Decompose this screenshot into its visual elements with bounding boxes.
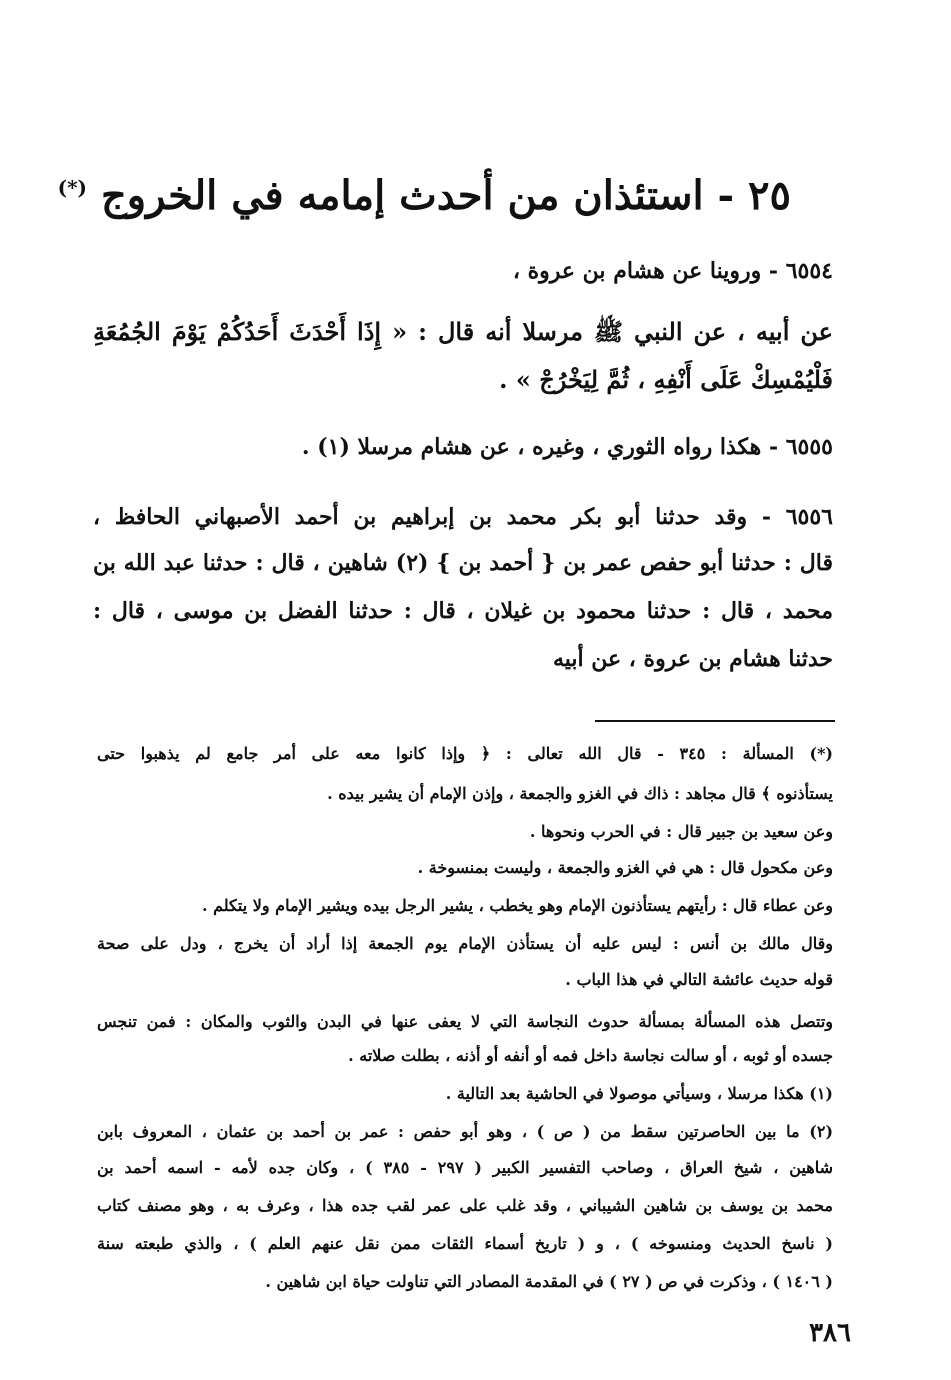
hadith-6556-line-4: حدثنا هشام بن عروة ، عن أبيه	[552, 646, 833, 672]
footnote-line-11: (٢) ما بين الحاصرتين سقط من ( ص ) ، وهو أبو حفص : عمر بن أحمد بن عثمان ، المعروف بابن	[97, 1122, 834, 1141]
footnote-line-12: شاهين ، شيخ العراق ، وصاحب التفسير الكبير ( ٢٩٧ - ٣٨٥ ) ، وكان جده لأمه - اسمه أحمد بن	[97, 1158, 834, 1177]
hadith-6554-line-1: عن أبيه ، عن النبي ﷺ مرسلا أنه قال : « إِذَا أَحْدَثَ أَحَدُكُمْ يَوْمَ الجُمُعَةِ	[93, 317, 833, 346]
footnote-line-3: وعن سعيد بن جبير قال : في الحرب ونحوها .	[529, 822, 833, 841]
footnote-line-4: وعن مكحول قال : هي في الغزو والجمعة ، وليست بمنسوخة .	[417, 858, 833, 877]
footnote-line-7: قوله حديث عائشة التالي في هذا الباب .	[565, 970, 833, 989]
hadith-6554-line-2: فَلْيُمْسِكْ عَلَى أَنْفِهِ ، ثُمَّ لِيَخْرُجْ » .	[499, 365, 833, 394]
hadith-6554-intro: ٦٥٥٤ - وروينا عن هشام بن عروة ،	[512, 258, 833, 284]
hadith-6555: ٦٥٥٥ - هكذا رواه الثوري ، وغيره ، عن هشام مرسلا (١) .	[301, 434, 833, 460]
footnote-line-14: ( ناسخ الحديث ومنسوخه ) ، و ( تاريخ أسماء الثقات ممن نقل عنهم العلم ) ، والذي طبعته سنة	[97, 1234, 833, 1253]
footnote-line-2: يستأذنوه ﴾ قال مجاهد : ذاك في الغزو والجمعة ، وإذن الإمام أن يشير بيده .	[327, 784, 833, 803]
hadith-6556-line-3: محمد ، قال : حدثنا محمود بن غيلان ، قال : حدثنا الفضل بن موسى ، قال :	[93, 598, 833, 624]
footnote-line-13: محمد بن يوسف بن شاهين الشيباني ، وقد غلب على عمر لقب جده هذا ، وعرف به ، وهو مصنف كتاب	[97, 1196, 833, 1215]
footnote-separator	[595, 720, 835, 722]
hadith-6556-line-2: قال : حدثنا أبو حفص عمر بن { أحمد بن } (٢) شاهين ، قال : حدثنا عبد الله بن	[93, 550, 833, 576]
footnote-line-9: جسده أو ثوبه ، أو سالت نجاسة داخل فمه أو أنفه أو أذنه ، بطلت صلاته .	[348, 1046, 833, 1065]
footnote-line-8: وتتصل هذه المسألة بمسألة حدوث النجاسة التي لا يعفى عنها في البدن والثوب والمكان : فمن تنجس	[97, 1012, 833, 1031]
page-number: ٣٨٦	[809, 1318, 851, 1348]
chapter-title	[57, 172, 791, 219]
footnote-line-6: وقال مالك بن أنس : ليس عليه أن يستأذن الإمام يوم الجمعة إذا أراد أن يخرج ، ودل على صحة	[97, 934, 833, 953]
footnote-line-5: وعن عطاء قال : رأيتهم يستأذنون الإمام وهو يخطب ، يشير الرجل بيده ويشير الإمام ولا يتكلم .	[201, 896, 833, 915]
footnote-line-15: ( ١٤٠٦ ) ، وذكرت في ص ( ٢٧ ) في المقدمة المصادر التي تناولت حياة ابن شاهين .	[265, 1272, 833, 1291]
footnote-line-1: (*) المسألة : ٣٤٥ - قال الله تعالى : ﴿ وإذا كانوا معه على أمر جامع لم يذهبوا حتى	[97, 744, 834, 763]
footnote-marker: (*)	[57, 175, 87, 200]
hadith-6556-line-1: ٦٥٥٦ - وقد حدثنا أبو بكر محمد بن إبراهيم بن أحمد الأصبهاني الحافظ ،	[93, 504, 833, 530]
footnote-line-10: (١) هكذا مرسلا ، وسيأتي موصولا في الحاشية بعد التالية .	[445, 1084, 833, 1103]
chapter-title-text: ٢٥ - استئذان من أحدث إمامه في الخروج	[100, 172, 791, 219]
